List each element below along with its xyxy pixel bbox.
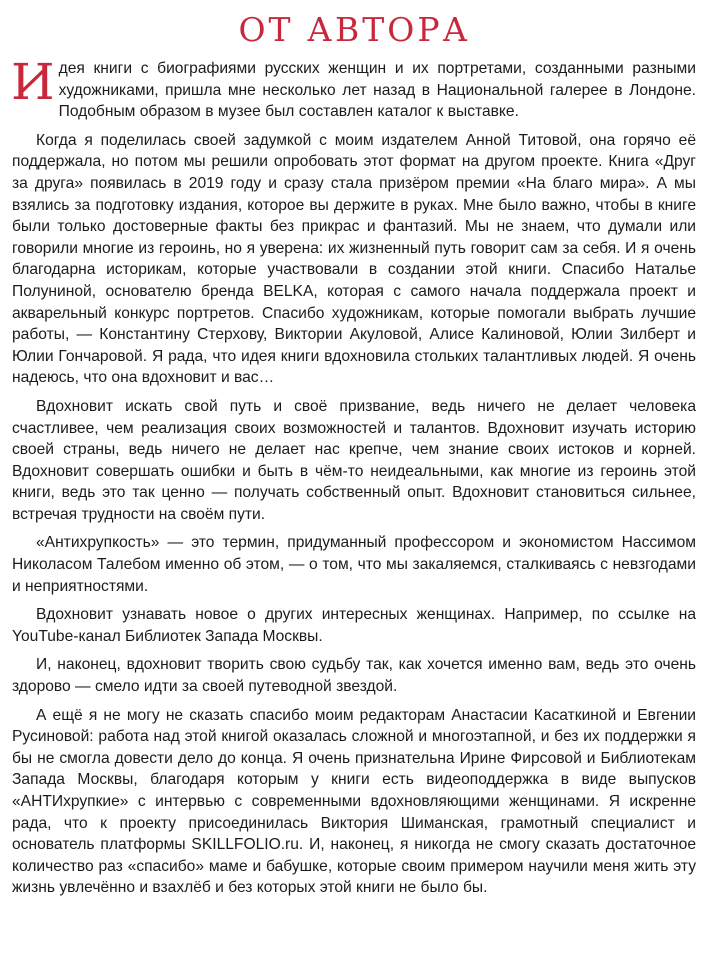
paragraph-inspire-path: Вдохновит искать свой путь и своё призвание, ведь ничего не делает человека счастливее, чем реализация своих возможностей и талантов. Вдохновит изучать историю своей страны, ведь ничего не делает нас крепче, чем знание своих истоков и корней. Вдохновит совершать ошибки и быть в чём-то неидеальными, как многие из героинь этой книги, ведь это так ценно — получать собственный опыт. Вдохновит становиться сильнее, встречая трудности на своём пути. bbox=[12, 397, 696, 523]
drop-cap-letter: И bbox=[11, 53, 55, 111]
paragraph-publisher: Когда я поделилась своей задумкой с моим издателем Анной Титовой, она горячо её поддержала, но потом мы решили опробовать этот формат на другом проекте. Книга «Друг за друга» появилась в 2019 году и сразу стала призёром премии «На благо мира». А мы взялись за подготовку издания, которое вы держите в руках. Мне было важно, чтобы в книге были только достоверные факты без прикрас и фантазий. Мы не знаем, что думали или говорили многие из героинь, но я уверена: их жизненный путь говорит сам за себя. И я очень благодарна историкам, которые участвовали в создании этой книги. Спасибо Наталье Полуниной, основателю бренда BELKA, которая с самого начала поддержала проект и акварельный конкурс портретов. Спасибо художникам, которые помогали выбрать лучшие работы, — Константину Стерхову, Виктории Акуловой, Алисе Калиновой, Юлии Зилберт и Юлии Гончаровой. Я рада, что идея книги вдохновила стольких талантливых людей. Я очень надеюсь, что она вдохновит и вас… bbox=[12, 131, 696, 387]
page-title: ОТ АВТОРА bbox=[238, 10, 471, 49]
paragraph-youtube: Вдохновит узнавать новое о других интересных женщинах. Например, по ссылке на YouTube-канал Библиотек Запада Москвы. bbox=[12, 606, 696, 645]
paragraph-intro bbox=[11, 53, 696, 123]
foreword-text bbox=[11, 53, 696, 906]
paragraph-destiny: И, наконец, вдохновит творить свою судьбу так, как хочется именно вам, ведь это очень здорово — смело идти за своей путеводной звездой. bbox=[12, 656, 696, 696]
paragraph-intro-text: дея книги с биографиями русских женщин и их портретами, созданными разными художниками, пришла мне несколько лет назад в Национальной галерее в Лондоне. Подобным образом в музее был составлен каталог к выставке. bbox=[58, 60, 696, 121]
paragraph-thanks: А ещё я не могу не сказать спасибо моим редакторам Анастасии Касаткиной и Евгении Русиновой: работа над этой книгой оказалась сложной и многоэтапной, и без их поддержки я бы не смогла довести дело до конца. Я очень признательна Ирине Фирсовой и Библиотекам Запада Москвы, благодаря которым у книги есть видеоподдержка в виде выпусков «АНТИхрупкие» с интервью с современными вдохновляющими женщинами. Я искренне рада, что к проекту присоединилась Виктория Шиманская, грамотный специалист и основатель платформы SKILLFOLIO.ru. И, наконец, я никогда не смогу сказать достаточное количество раз «спасибо» маме и бабушке, которые своим примером научили меня жить эту жизнь увлечённо и взахлёб и без которых этой книги не было бы. bbox=[12, 706, 696, 897]
paragraph-antifragility: «Антихрупкость» — это термин, придуманный профессором и экономистом Нассимом Николасом Талебом именно об этом, — о том, что мы закаляемся, сталкиваясь с невзгодами и неприятностями. bbox=[12, 534, 696, 595]
